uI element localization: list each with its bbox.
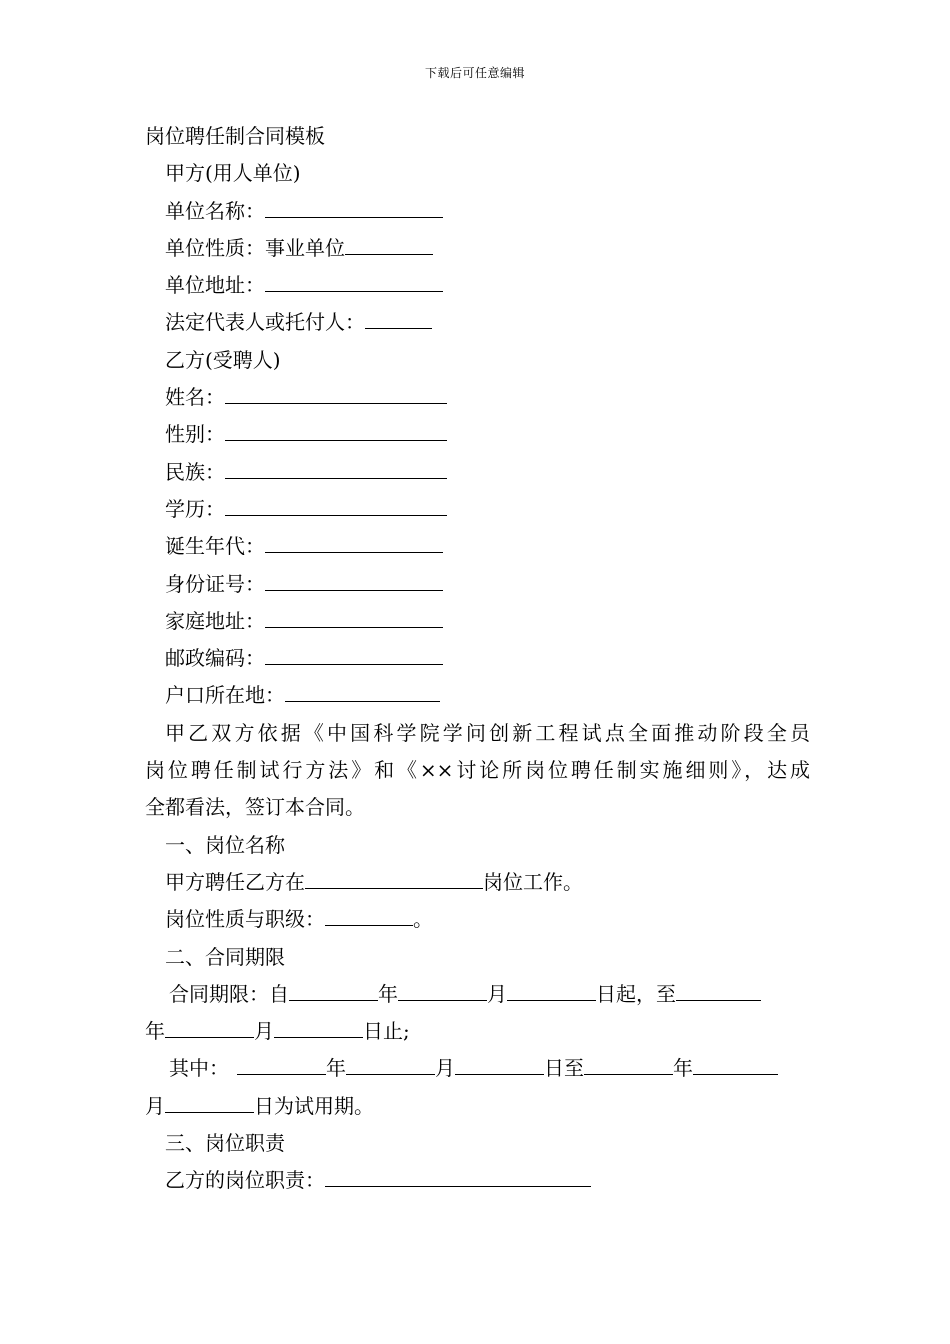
- intro-line-2: 岗位聘任制试行方法》和《××讨论所岗位聘任制实施细则》，达成: [145, 758, 810, 783]
- home-address-blank[interactable]: [265, 608, 443, 628]
- duty-field: [145, 1162, 810, 1199]
- birth-field: [145, 528, 810, 565]
- probation-line-1: [145, 1050, 810, 1087]
- birth-blank[interactable]: [265, 533, 443, 553]
- probation-prefix: 其中：: [169, 1056, 229, 1081]
- probation-end-month-unit: 月: [145, 1093, 165, 1118]
- section-2-heading: 二、合同期限: [165, 944, 285, 969]
- education-blank[interactable]: [225, 496, 447, 516]
- unit-nature-blank[interactable]: [345, 235, 433, 255]
- start-year-blank[interactable]: [289, 981, 378, 1001]
- party-a-heading: 甲方(用人单位): [165, 161, 301, 186]
- probation-start-day-unit: 日至: [544, 1056, 584, 1081]
- unit-address-label: 单位地址：: [165, 273, 265, 298]
- unit-nature-field: [145, 230, 810, 267]
- term-prefix: 合同期限：自: [169, 981, 289, 1006]
- probation-end-month-blank[interactable]: [693, 1055, 778, 1075]
- legal-rep-field: [145, 304, 810, 341]
- probation-line-2: [145, 1088, 810, 1125]
- employ-prefix: 甲方聘任乙方在: [165, 869, 305, 894]
- position-nature-suffix: 。: [413, 907, 433, 932]
- postal-code-field: [145, 640, 810, 677]
- gender-blank[interactable]: [225, 421, 447, 441]
- legal-rep-label: 法定代表人或托付人：: [165, 310, 365, 335]
- intro-line-3: 全都看法，签订本合同。: [145, 795, 365, 820]
- start-year-unit: 年: [378, 981, 398, 1006]
- intro-line-1: 甲乙双方依据《中国科学院学问创新工程试点全面推动阶段全员: [165, 720, 810, 745]
- contract-document: [145, 118, 810, 1200]
- term-line-1: [145, 976, 810, 1013]
- document-title: 岗位聘任制合同模板: [145, 124, 325, 148]
- employ-suffix: 岗位工作。: [483, 869, 583, 894]
- page-header: 下载后可任意编辑: [424, 66, 525, 80]
- section-3-heading: 三、岗位职责: [165, 1131, 285, 1156]
- start-day-unit: 日起，至: [596, 981, 676, 1006]
- end-year-blank[interactable]: [676, 981, 761, 1001]
- position-nature-label: 岗位性质与职级：: [165, 907, 325, 932]
- education-label: 学历：: [165, 496, 225, 521]
- probation-start-year-blank[interactable]: [237, 1055, 326, 1075]
- section-1-heading: 一、岗位名称: [165, 832, 285, 857]
- home-address-field: [145, 603, 810, 640]
- legal-rep-blank[interactable]: [365, 309, 432, 329]
- id-number-field: [145, 566, 810, 603]
- duty-blank[interactable]: [325, 1167, 591, 1187]
- end-year-unit: 年: [145, 1019, 165, 1044]
- name-blank[interactable]: [225, 384, 447, 404]
- unit-nature-label: 单位性质：事业单位: [165, 235, 345, 260]
- start-day-blank[interactable]: [507, 981, 596, 1001]
- household-blank[interactable]: [285, 682, 440, 702]
- probation-start-month-blank[interactable]: [346, 1055, 435, 1075]
- start-month-unit: 月: [487, 981, 507, 1006]
- id-number-label: 身份证号：: [165, 571, 265, 596]
- ethnicity-blank[interactable]: [225, 459, 447, 479]
- postal-code-blank[interactable]: [265, 645, 443, 665]
- ethnicity-label: 民族：: [165, 459, 225, 484]
- probation-end-year-blank[interactable]: [584, 1055, 673, 1075]
- probation-suffix: 日为试用期。: [254, 1093, 374, 1118]
- unit-name-blank[interactable]: [265, 198, 443, 218]
- home-address-label: 家庭地址：: [165, 608, 265, 633]
- household-field: [145, 677, 810, 714]
- probation-end-year-unit: 年: [673, 1056, 693, 1081]
- end-month-blank[interactable]: [165, 1018, 254, 1038]
- name-label: 姓名：: [165, 385, 225, 410]
- end-day-unit: 日止;: [363, 1019, 410, 1044]
- unit-address-blank[interactable]: [265, 272, 443, 292]
- ethnicity-field: [145, 454, 810, 491]
- household-label: 户口所在地：: [165, 683, 285, 708]
- position-name-blank[interactable]: [305, 869, 483, 889]
- term-line-2: [145, 1013, 810, 1050]
- name-field: [145, 379, 810, 416]
- probation-start-month-unit: 月: [435, 1056, 455, 1081]
- education-field: [145, 491, 810, 528]
- employ-position-field: [145, 864, 810, 901]
- end-day-blank[interactable]: [274, 1018, 363, 1038]
- probation-start-day-blank[interactable]: [455, 1055, 544, 1075]
- birth-label: 诞生年代：: [165, 534, 265, 559]
- unit-name-label: 单位名称：: [165, 198, 265, 223]
- id-number-blank[interactable]: [265, 571, 443, 591]
- postal-code-label: 邮政编码：: [165, 646, 265, 671]
- position-nature-blank[interactable]: [325, 906, 413, 926]
- gender-field: [145, 416, 810, 453]
- probation-end-day-blank[interactable]: [165, 1093, 254, 1113]
- duty-label: 乙方的岗位职责：: [165, 1168, 325, 1193]
- start-month-blank[interactable]: [398, 981, 487, 1001]
- gender-label: 性别：: [165, 422, 225, 447]
- unit-name-field: [145, 193, 810, 230]
- probation-start-year-unit: 年: [326, 1056, 346, 1081]
- position-nature-field: [145, 901, 810, 938]
- unit-address-field: [145, 267, 810, 304]
- party-b-heading: 乙方(受聘人): [165, 347, 281, 372]
- end-month-unit: 月: [254, 1019, 274, 1044]
